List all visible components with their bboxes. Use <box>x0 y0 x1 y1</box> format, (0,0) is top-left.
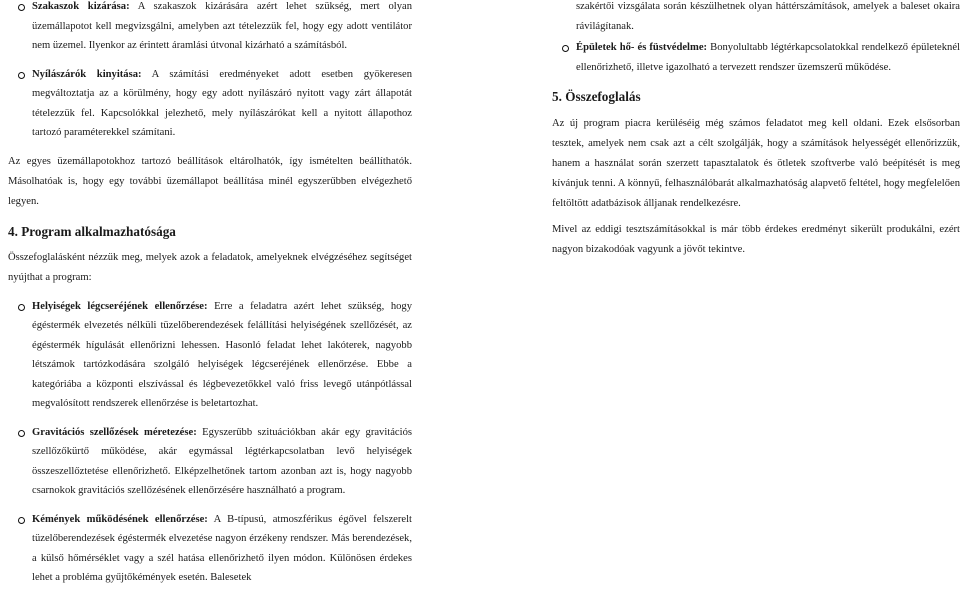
bullet-text: A számítási eredményeket adott esetben gyökeresen megváltoztatja az a körülmény, hogy egy adott nyílászáró nyitott vagy zárt állapotát tételezzük fel. Kapcsolókkal jelezhető, mely nyílászárókat kell a nyitott állapothoz tartozó paraméterekkel számítani. <box>32 68 413 138</box>
section-heading-4: 4. Program alkalmazhatósága <box>8 223 176 239</box>
bullet-icon <box>18 304 25 311</box>
bullet-hovedelem <box>552 38 960 77</box>
bullet-continuation: szakértői vizsgálata során készülhetnek olyan háttérszámítások, amelyek a baleset okaira rávilágítanak. <box>576 1 960 32</box>
bullet-title: Kémények működésének ellenőrzése: <box>32 513 208 525</box>
right-column <box>552 0 960 260</box>
bullet-text: Erre a feladatra azért lehet szükség, hogy égéstermék elvezetés nélküli tüzelőberendezések felállítási helyiségének szellőzését, az égéstermék hígulását ellenőrizni lehessen. Hasonló feladat lehet lakóterek, nagyobb létszámok tartózkodására szolgáló helyiségek légcseréjének ellenőrzése. Ebbe a kategóriába a központi elszívással és légbevezetőkkel való friss levegő utánpótlással megvalósított rendszerek ellenőrzése is beletartozhat. <box>32 300 413 409</box>
bullet-title: Szakaszok kizárása: <box>32 1 130 12</box>
bullet-title: Épületek hő- és füstvédelme: <box>576 42 708 53</box>
paragraph-program: Az új program piacra kerüléséig még számos feladatot meg kell oldani. Ezek elsősorban tesztek, amelyek nem csak azt a célt szolgálják, hogy a számítások helyességét ellenőrizzük, hanem a használat során szerzett tapasztalatok és ötletek szoftverbe való beépítését is meg kívánjuk tenni. A könnyű, felhasználóbarát alkalmazhatóság alapvető feltétel, hogy megfelelően feltöltött adatbázisok álljanak rendelkezésre. <box>552 118 960 209</box>
bullet-text: Bonyolultabb légtérkapcsolatokkal rendelkező épületeknél ellenőrizhető, illetve igazolható a tervezett rendszer üzemszerű működése. <box>576 42 960 73</box>
paragraph-osszefoglalas: Összefoglalásként nézzük meg, melyek azok a feladatok, amelyeknek elvégzéséhez segítséget nyújthat a program: <box>8 251 412 283</box>
bullet-kemenyek <box>8 510 412 588</box>
bullet-icon <box>18 430 25 437</box>
bullet-text: A B-típusú, atmoszférikus égővel felszerelt tüzelőberendezések égéstermék elvezetése nagyon érzékeny rendszer. Más berendezések, a külső hőmérséklet vagy a szél hatása ellenőrizhető ilyen módon. Különösen érdekes lehet a probléma gyűjtőkémények esetén. Balesetek <box>32 513 412 583</box>
bullet-title: Nyílászárók kinyitása: <box>32 68 142 80</box>
paragraph-eredmeny: Mivel az eddigi tesztszámításokkal is már több érdekes eredményt sikerült produkálni, ezért nagyon bizakodóak vagyunk a jövőt tekintve. <box>552 224 960 255</box>
bullet-icon <box>18 72 25 79</box>
bullet-icon <box>18 4 25 11</box>
bullet-text: A szakaszok kizárására azért lehet szükség, mert olyan üzemállapotot kell megvizsgálni, amelyben azt tételezzük fel, hogy egy adott ventilátor nem üzemel. Ilyenkor az érintett áramlási útvonal kizárható a számításból. <box>32 1 412 51</box>
bullet-icon <box>562 45 569 52</box>
bullet-title: Gravitációs szellőzések méretezése: <box>32 426 197 438</box>
bullet-gravitacios <box>8 423 412 501</box>
section-heading-5: 5. Összefoglalás <box>552 89 641 104</box>
left-column <box>8 0 412 588</box>
bullet-legcsere <box>8 297 412 414</box>
bullet-szakaszok <box>8 0 412 56</box>
bullet-nyilaszarok <box>8 65 412 143</box>
bullet-title: Helyiségek légcseréjének ellenőrzése: <box>32 300 208 312</box>
paragraph-uzemallapot: Az egyes üzemállapotokhoz tartozó beállítások eltárolhatók, így ismételten beállíthatók. Másolhatóak is, hogy egy további üzemállapot beállítása minél egyszerűbben elvégezhető legyen. <box>8 155 412 207</box>
bullet-text: Egyszerűbb szituációkban akár egy gravitációs szellőzőkürtő működése, akár egymással légtérkapcsolatban levő helyiségek összeszellőztetése ellenőrizhető. Elképzelhetőnek tartom azonban azt is, hogy nagyobb csarnokok gravitációs szellőzésének ellenőrzésére használható a program. <box>32 426 412 496</box>
bullet-icon <box>18 517 25 524</box>
